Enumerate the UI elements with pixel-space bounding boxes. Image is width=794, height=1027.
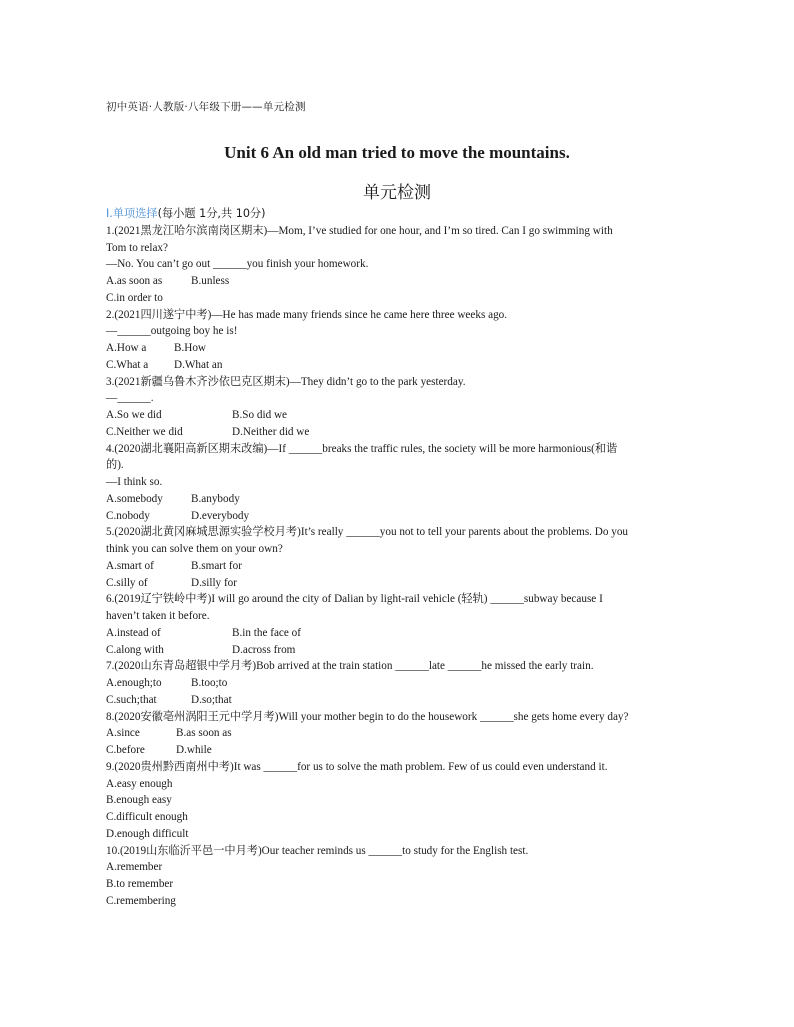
option-b: B.enough easy (106, 794, 172, 807)
option-row (106, 508, 696, 525)
option-c: C.along with (106, 643, 164, 656)
option-row (106, 575, 696, 592)
question-4 (106, 441, 696, 525)
option-c: C.silly of (106, 576, 148, 589)
section-note: (每小题 1分,共 10分) (157, 207, 266, 220)
option-d: D.everybody (191, 509, 250, 522)
question-6 (106, 591, 696, 658)
option-c: C.nobody (106, 509, 150, 522)
question-7 (106, 658, 696, 708)
question-text: 5.(2020湖北黄冈麻城思源实验学校月考)It’s really ______you not to tell your parents about the problems. Do you (106, 526, 629, 539)
option-a: A.instead of (106, 626, 161, 639)
option-c: C.What a (106, 358, 149, 371)
question-8 (106, 709, 696, 759)
option-d: D.across from (232, 643, 296, 656)
option-d: D.silly for (191, 576, 237, 589)
question-text: 3.(2021新疆乌鲁木齐沙依巴克区期末)—They didn’t go to the park yesterday. (106, 375, 466, 388)
option-b: B.How (174, 342, 207, 354)
option-d: D.so;that (191, 693, 232, 706)
page-header: 初中英语·人教版·八年级下册——单元检测 (106, 101, 306, 113)
question-3 (106, 374, 696, 441)
option-d: D.while (176, 744, 212, 756)
option-d: D.What an (174, 358, 223, 371)
question-text: 7.(2020山东青岛超银中学月考)Bob arrived at the train station ______late ______he missed the early train. (106, 660, 594, 673)
question-text: —______. (106, 392, 154, 405)
option-b: B.too;to (191, 677, 228, 689)
option-row (106, 742, 696, 759)
question-text: Tom to relax? (106, 241, 168, 254)
section-label: Ⅰ.单项选择 (106, 207, 158, 220)
question-text: 10.(2019山东临沂平邑一中月考)Our teacher reminds us ______to study for the English test. (106, 844, 529, 857)
question-text: —______outgoing boy he is! (106, 325, 238, 338)
question-text: haven’t taken it before. (106, 610, 210, 622)
question-text: 8.(2020安徽亳州涡阳王元中学月考)Will your mother begin to do the housework ______she gets home every day? (106, 710, 629, 723)
option-a: A.easy enough (106, 777, 173, 790)
option-row (106, 625, 696, 642)
option-b: B.as soon as (176, 727, 232, 740)
option-row (106, 340, 696, 357)
question-text: —I think so. (106, 476, 163, 488)
option-b: B.anybody (191, 492, 240, 505)
question-text: 2.(2021四川遂宁中考)—He has made many friends since he came here three weeks ago. (106, 308, 508, 321)
option-b: B.unless (191, 275, 230, 287)
option-row (106, 290, 696, 307)
page-subtitle: 单元检测 (363, 183, 431, 203)
option-row (106, 491, 696, 508)
question-text: 4.(2020湖北襄阳高新区期末改编)—If ______breaks the traffic rules, the society will be more harmonious(和谐 (106, 442, 618, 455)
question-text: 1.(2021黑龙江哈尔滨南岗区期末)—Mom, I’ve studied for one hour, and I’m so tired. Can I go swimming with (106, 224, 613, 237)
question-text: 9.(2020贵州黔西南州中考)It was ______for us to solve the math problem. Few of us could even understand it. (106, 760, 608, 773)
option-c: C.remembering (106, 894, 176, 907)
option-row (106, 407, 696, 424)
option-a: A.since (106, 727, 140, 740)
question-content (106, 206, 696, 910)
option-d: D.Neither did we (232, 425, 310, 438)
question-9 (106, 759, 696, 843)
question-10 (106, 843, 696, 910)
option-row (106, 642, 696, 659)
question-2 (106, 307, 696, 374)
option-c: C.before (106, 744, 145, 756)
option-row (106, 357, 696, 374)
question-5 (106, 524, 696, 591)
option-b: B.in the face of (232, 626, 301, 639)
option-c: C.Neither we did (106, 425, 183, 438)
option-b: B.to remember (106, 878, 174, 890)
option-c: C.in order to (106, 291, 163, 304)
option-a: A.How a (106, 342, 147, 354)
question-text: 6.(2019辽宁铁岭中考)I will go around the city of Dalian by light-rail vehicle (轻轨) ______subway because I (106, 593, 603, 606)
option-b: B.smart for (191, 559, 242, 572)
question-text: —No. You can’t go out ______you finish your homework. (106, 258, 369, 271)
option-a: A.as soon as (106, 275, 163, 287)
question-1 (106, 223, 696, 307)
option-row (106, 675, 696, 692)
option-c: C.such;that (106, 693, 157, 706)
option-row (106, 692, 696, 709)
option-row (106, 424, 696, 441)
page-title: Unit 6 An old man tried to move the mountains. (224, 143, 570, 162)
option-a: A.remember (106, 861, 163, 874)
question-text: 的). (106, 459, 124, 472)
option-d: D.enough difficult (106, 827, 189, 840)
option-a: A.So we did (106, 409, 162, 421)
option-c: C.difficult enough (106, 811, 188, 823)
question-text: think you can solve them on your own? (106, 543, 283, 555)
option-a: A.smart of (106, 559, 154, 572)
option-b: B.So did we (232, 409, 288, 421)
option-a: A.enough;to (106, 677, 162, 689)
option-row (106, 725, 696, 742)
option-a: A.somebody (106, 492, 163, 505)
option-row (106, 558, 696, 575)
section-heading (106, 206, 696, 223)
option-row (106, 273, 696, 290)
